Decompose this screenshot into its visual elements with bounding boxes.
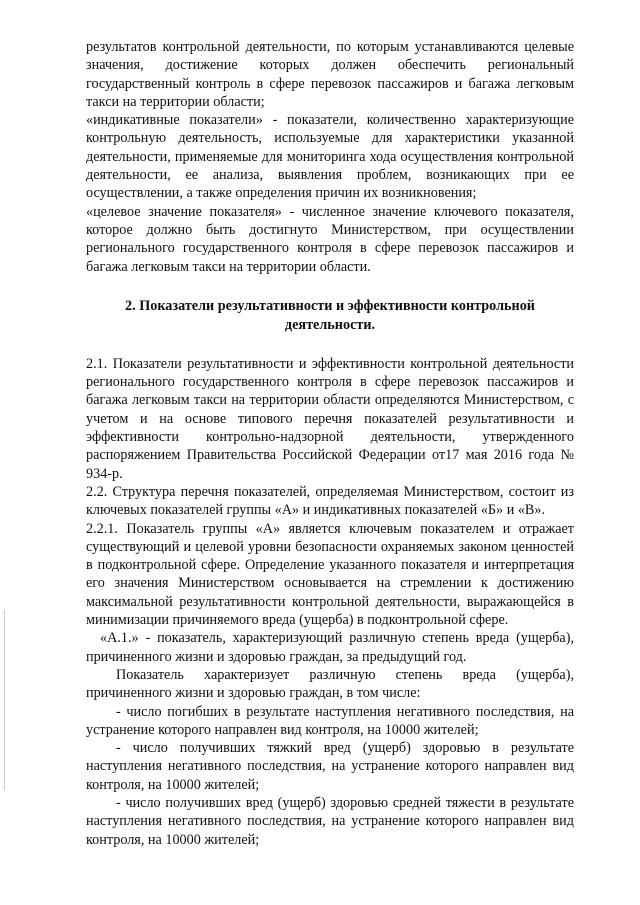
- definition-continuation: результатов контрольной деятельности, по которым устанавливаются целевые значения, достижение которых должен обеспечить региональный государственный контроль в сфере перевозок пассажиров и багажа легковым такси на территории области;: [86, 39, 574, 110]
- paragraph-2-2-1: 2.2.1. Показатель группы «А» является ключевым показателем и отражает существующий и целевой уровни безопасности охраняемых законом ценностей в подконтрольной сфере. Определение указанного показателя и интерпретация его значения Министерством основывается на стремлении к достижению максимальной результативности контрольной деятельности, выражающейся в минимизации причиняемого вреда (ущерба) в подконтрольной сфере.: [86, 520, 574, 629]
- paragraph-2-2: 2.2. Структура перечня показателей, определяемая Министерством, состоит из ключевых показателей группы «А» и индикативных показателей «Б» и «В».: [86, 483, 574, 519]
- list-item: - число получивших тяжкий вред (ущерб) здоровью в результате наступления негативного последствия, на устранение которого направлен вид контроля, на 10000 жителей;: [86, 740, 574, 793]
- paragraph-a1: «А.1.» - показатель, характеризующий различную степень вреда (ущерба), причиненного жизни и здоровью граждан, за предыдущий год.: [86, 630, 574, 665]
- list-item: - число получивших вред (ущерб) здоровью средней тяжести в результате наступления негативного последствия, на устранение которого направлен вид контроля, на 10000 жителей;: [86, 794, 574, 848]
- list-item: - число погибших в результате наступления негативного последствия, на устранение которого направлен вид контроля, на 10000 жителей;: [86, 703, 574, 738]
- definition-indicative: «индикативные показатели» - показатели, количественно характеризующие контрольную деятельность, используемые для характеристики указанной деятельности, применяемые для мониторинга хода осуществления контрольной деятельности, ее анализа, выявления проблем, возникающих при ее осуществлении, а также определения причин их возникновения;: [86, 112, 574, 202]
- section-heading: 2. Показатели результативности и эффективности контрольной деятельности.: [125, 297, 535, 333]
- scan-margin-line: [4, 610, 5, 790]
- paragraph-2-1: 2.1. Показатели результативности и эффективности контрольной деятельности регионального государственного контроля в сфере перевозок пассажиров и багажа легковым такси на территории области определяются Министерством, с учетом и на основе типового перечня показателей результативности и эффективности контрольно-надзорной деятельности, утвержденного распоряжением Правительства Российской Федерации от17 мая 2016 года № 934-р.: [86, 355, 574, 482]
- definition-target-value: «целевое значение показателя» - численное значение ключевого показателя, которое должно быть достигнуто Министерством, при осуществлении регионального государственного контроля в сфере перевозок пассажиров и багажа легковым такси на территории области.: [86, 203, 574, 275]
- paragraph-characterizes: Показатель характеризует различную степень вреда (ущерба), причиненного жизни и здоровью граждан, в том числе:: [86, 666, 574, 702]
